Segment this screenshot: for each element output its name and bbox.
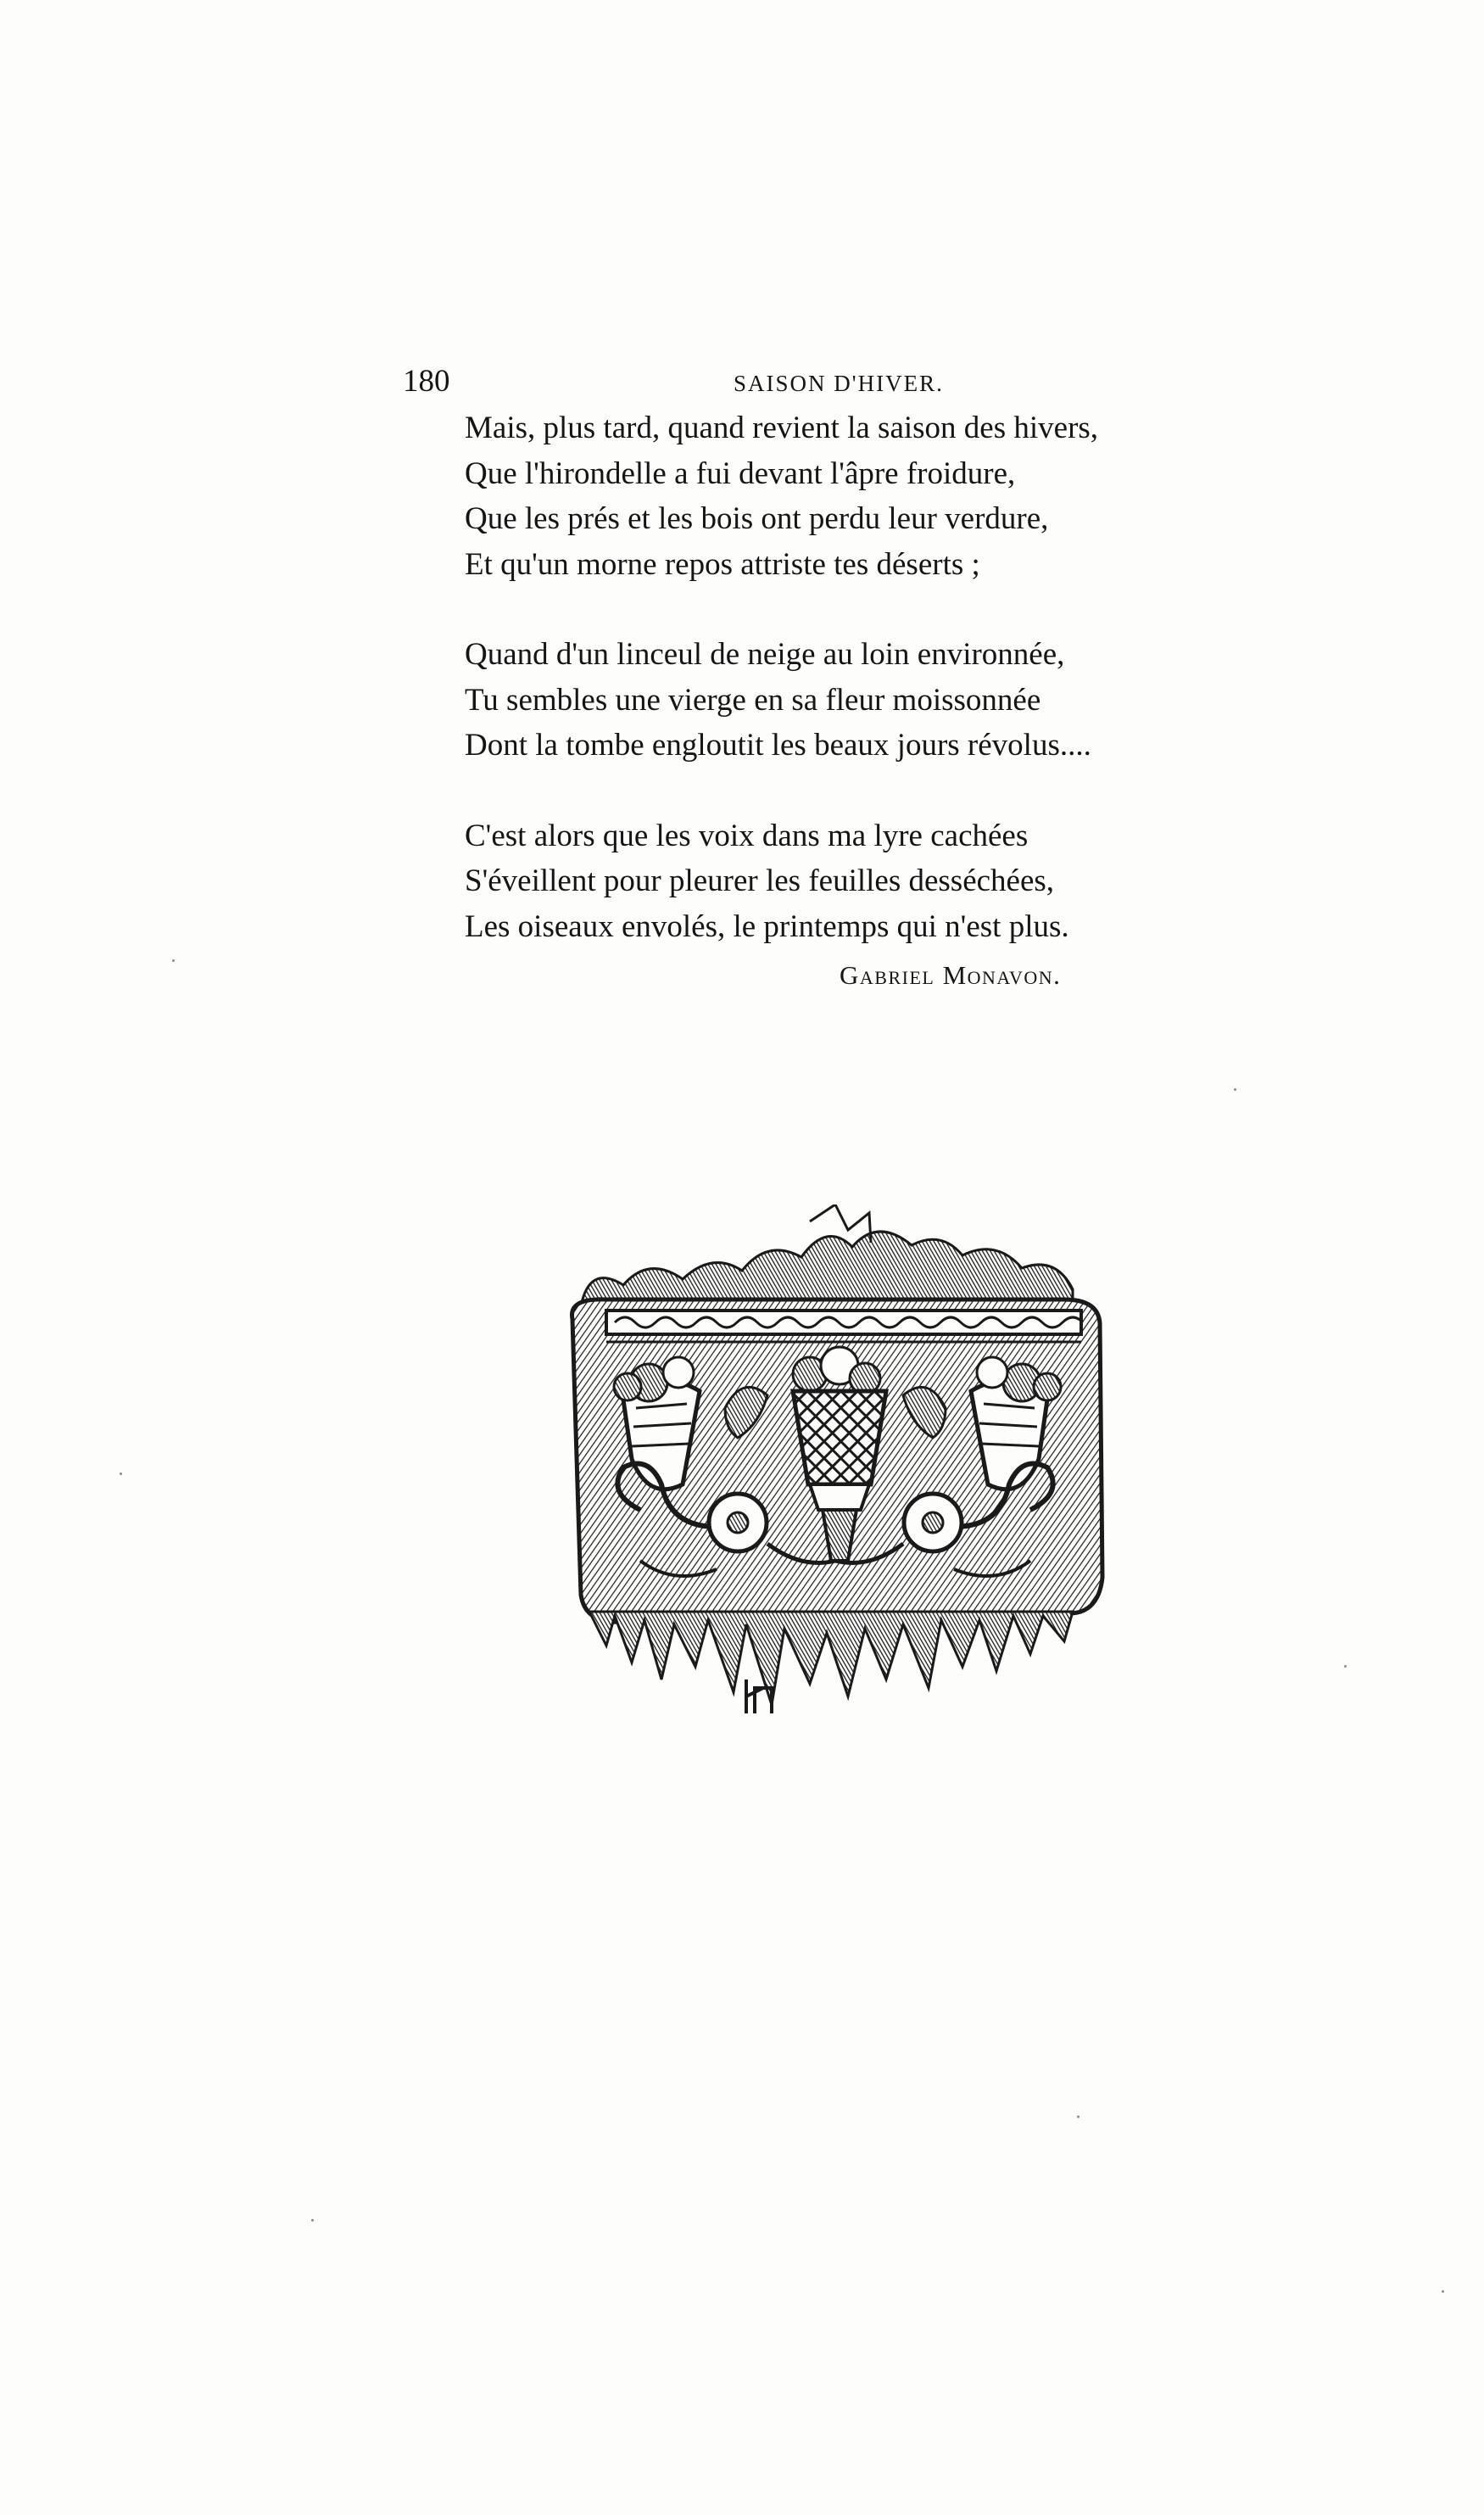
stanza [465, 405, 1228, 587]
author-signature: Gabriel Monavon. [840, 960, 1062, 990]
page-number: 180 [403, 364, 450, 399]
verse-line: Tu sembles une vierge en sa fleur moissonnée [465, 682, 1041, 718]
stanza [465, 813, 1228, 950]
ornamental-cornucopia-vignette-icon [555, 1204, 1115, 1730]
paper-speck [1234, 1088, 1236, 1091]
verse-line: S'éveillent pour pleurer les feuilles desséchées, [465, 863, 1055, 898]
paper-speck [120, 1473, 122, 1475]
verse-line: Que les prés et les bois ont perdu leur verdure, [465, 501, 1049, 536]
paper-speck [172, 959, 175, 962]
section-title: SAISON D'HIVER. [734, 371, 944, 396]
verse-line: Les oiseaux envolés, le printemps qui n'est plus. [465, 908, 1069, 944]
paper-speck [311, 2219, 314, 2222]
verse-line: Dont la tombe engloutit les beaux jours révolus.... [465, 728, 1091, 763]
verse-line: Mais, plus tard, quand revient la saison des hivers, [465, 411, 1099, 445]
verse-line: Et qu'un morne repos attriste tes déserts ; [465, 546, 980, 582]
running-head [403, 363, 1187, 400]
paper-speck [1442, 2290, 1444, 2293]
paper-speck [1077, 2115, 1080, 2118]
verse-line: Que l'hirondelle a fui devant l'âpre froidure, [465, 455, 1016, 491]
poem [465, 405, 1228, 994]
verse-line: Quand d'un linceul de neige au loin environnée, [465, 637, 1065, 672]
verse-line: C'est alors que les voix dans ma lyre cachées [465, 818, 1029, 853]
paper-speck [1344, 1665, 1347, 1668]
stanza [465, 632, 1228, 768]
